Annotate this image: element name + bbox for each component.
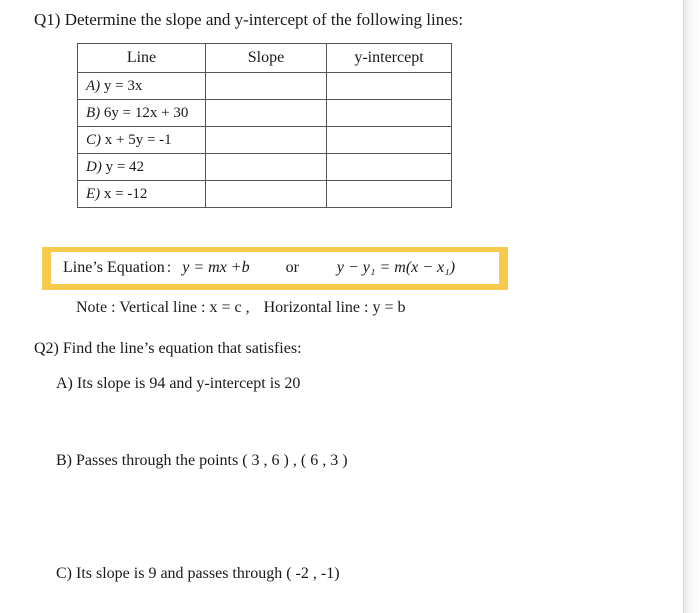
y-intercept-cell-e[interactable] [327, 181, 452, 208]
row-equation: x = -12 [103, 185, 148, 202]
line-cell-e [78, 181, 206, 208]
line-cell-a [78, 73, 206, 100]
table-row [78, 73, 452, 100]
row-label: C) [86, 131, 101, 148]
question-1-title: Q1) Determine the slope and y-intercept of the following lines: [34, 10, 464, 29]
table-header-row [78, 44, 452, 73]
page-edge-shadow [683, 0, 700, 613]
row-equation: y = 3x [103, 77, 143, 94]
or-label: or [285, 259, 299, 276]
y-intercept-cell-c[interactable] [327, 127, 452, 154]
line-cell-b [78, 100, 206, 127]
table-row [78, 100, 452, 127]
note [76, 299, 405, 317]
slope-cell-b[interactable] [206, 100, 327, 127]
line-cell-d [78, 154, 206, 181]
row-equation: 6y = 12x + 30 [103, 104, 189, 121]
slope-cell-e[interactable] [206, 181, 327, 208]
y-intercept-cell-d[interactable] [327, 154, 452, 181]
question-2-part-a: A) Its slope is 94 and y-intercept is 20 [56, 375, 301, 392]
question-2-part-b: B) Passes through the points ( 3 , 6 ) , ( 6 , 3 ) [56, 452, 348, 469]
slope-cell-c[interactable] [206, 127, 327, 154]
row-label: E) [86, 185, 101, 202]
table-row [78, 181, 452, 208]
row-label: D) [86, 158, 102, 175]
slope-cell-d[interactable] [206, 154, 327, 181]
slope-intercept-form: y = mx +b [182, 259, 250, 276]
table-row [78, 154, 452, 181]
header-y-intercept: y-intercept [327, 44, 452, 73]
row-label: A) [86, 77, 101, 94]
table-row [78, 127, 452, 154]
row-equation: y = 42 [105, 158, 145, 175]
question-2-part-c: C) Its slope is 9 and passes through ( -2 , -1) [56, 565, 340, 582]
header-slope: Slope [206, 44, 327, 73]
line-equation-label: Line’s Equation [63, 259, 165, 276]
line-equation-box [42, 247, 508, 290]
note-label: Note : [76, 299, 116, 316]
y-intercept-cell-b[interactable] [327, 100, 452, 127]
y-intercept-cell-a[interactable] [327, 73, 452, 100]
note-vertical-line: Vertical line : x = c , [119, 299, 250, 316]
line-cell-c [78, 127, 206, 154]
point-slope-form: y − y₁ = m(x − x₁) [336, 259, 456, 276]
question-2-title: Q2) Find the line’s equation that satisfies: [34, 340, 302, 357]
row-equation: x + 5y = -1 [104, 131, 172, 148]
separator: : [166, 259, 172, 276]
note-horizontal-line: Horizontal line : y = b [263, 299, 406, 316]
header-line: Line [78, 44, 206, 73]
slope-intercept-table [77, 43, 452, 208]
line-equation-content [51, 252, 499, 284]
row-label: B) [86, 104, 101, 121]
slope-cell-a[interactable] [206, 73, 327, 100]
